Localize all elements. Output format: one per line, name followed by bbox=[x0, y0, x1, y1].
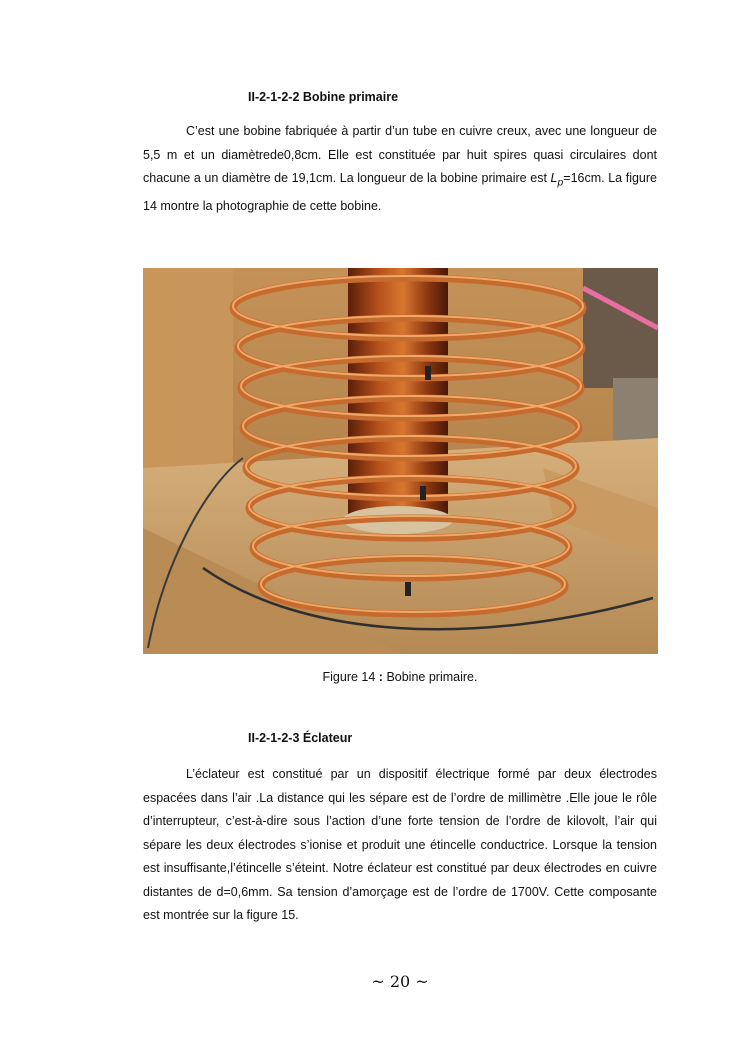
section-heading-spark-gap: II-2-1-2-3 Éclateur bbox=[248, 731, 353, 745]
figure-separator: : bbox=[378, 670, 383, 684]
section-heading-primary-coil: II-2-1-2-2 Bobine primaire bbox=[248, 90, 399, 104]
symbol-L: L bbox=[550, 171, 558, 185]
page-number: ~ 20 ~ bbox=[371, 972, 429, 991]
figure-caption bbox=[143, 670, 657, 684]
symbol-subscript-p: p bbox=[557, 177, 564, 189]
primary-coil-photo bbox=[143, 268, 658, 654]
paragraph-text-part2: =16cm. La figure 14 montre la photographie de cette bobine. bbox=[143, 171, 658, 213]
paragraph-spark-gap: L’éclateur est constitué par un dispositif électrique formé par deux électrodes espacées dans l’air .La distance qui les sépare est de l’ordre de millimètre .Elle joue le rôle d’interrupteur, c’est-à-dire sous l’action d’une forte tension de l’ordre de kilovolt, l’air qui sépare les deux électrodes s’ionise et produit une étincelle conductrice. Lorsque la tension est insuffisante,l’étincelle s’éteint. Notre éclateur est constitué par deux électrodes en cuivre distantes de d=0,6mm. Sa tension d’amorçage est de l’ordre de 1700V. Cette composante est montrée sur la figure 15. bbox=[143, 767, 657, 922]
figure-label: Figure 14 bbox=[322, 670, 379, 684]
paragraph-text-part1: C’est une bobine fabriquée à partir d’un tube en cuivre creux, avec une longueur de 5,5 m et un diamètrede0,8cm. Elle est constituée par huit spires quasi circulaires dont chacune a un diamètre de 19,1cm. La longueur de la bobine primaire est bbox=[143, 124, 657, 185]
figure-title: Bobine primaire. bbox=[382, 670, 478, 684]
paragraph-primary-coil bbox=[143, 120, 657, 219]
